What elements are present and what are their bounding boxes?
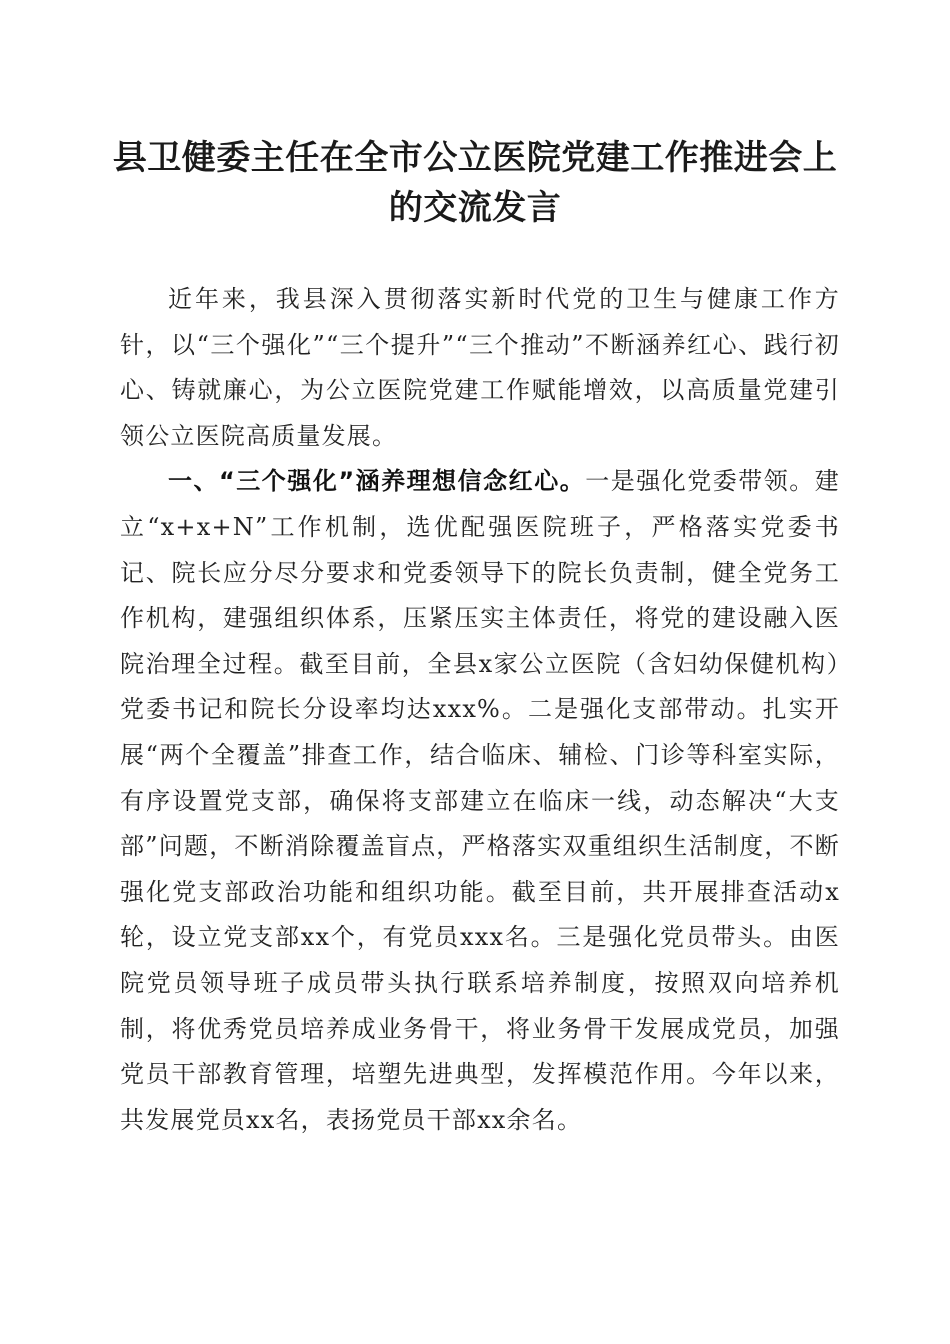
document-body xyxy=(120,277,840,1143)
section-paragraph-text: 一是强化党委带领。建立“x+x+N”工作机制，选优配强医院班子，严格落实党委书记、院长应分尽分要求和党委领导下的院长负责制，健全党务工作机构，建强组织体系，压紧压实主体责任，将党的建设融入医院治理全过程。截至目前，全县x家公立医院（含妇幼保健机构）党委书记和院长分设率均达xxx%。二是强化支部带动。扎实开展“两个全覆盖”排查工作，结合临床、辅检、门诊等科室实际，有序设置党支部，确保将支部建立在临床一线，动态解决“大支部”问题，不断消除覆盖盲点，严格落实双重组织生活制度，不断强化党支部政治功能和组织功能。截至目前，共开展排查活动x轮，设立党支部xx个，有党员xxx名。三是强化党员带头。由医院党员领导班子成员带头执行联系培养制度，按照双向培养机制，将优秀党员培养成业务骨干，将业务骨干发展成党员，加强党员干部教育管理，培塑先进典型，发挥模范作用。今年以来，共发展党员xx名，表扬党员干部xx余名。 xyxy=(120,467,841,1134)
section-paragraph xyxy=(120,459,840,1143)
intro-paragraph xyxy=(120,277,840,459)
intro-paragraph-text: 近年来，我县深入贯彻落实新时代党的卫生与健康工作方针，以“三个强化”“三个提升”“三个推动”不断涵养红心、践行初心、铸就廉心，为公立医院党建工作赋能增效，以高质量党建引领公立医院高质量发展。 xyxy=(120,285,840,450)
document-title: 县卫健委主任在全市公立医院党建工作推进会上的交流发言 xyxy=(112,138,838,228)
section-heading: 一、“三个强化”涵养理想信念红心。 xyxy=(168,467,586,496)
